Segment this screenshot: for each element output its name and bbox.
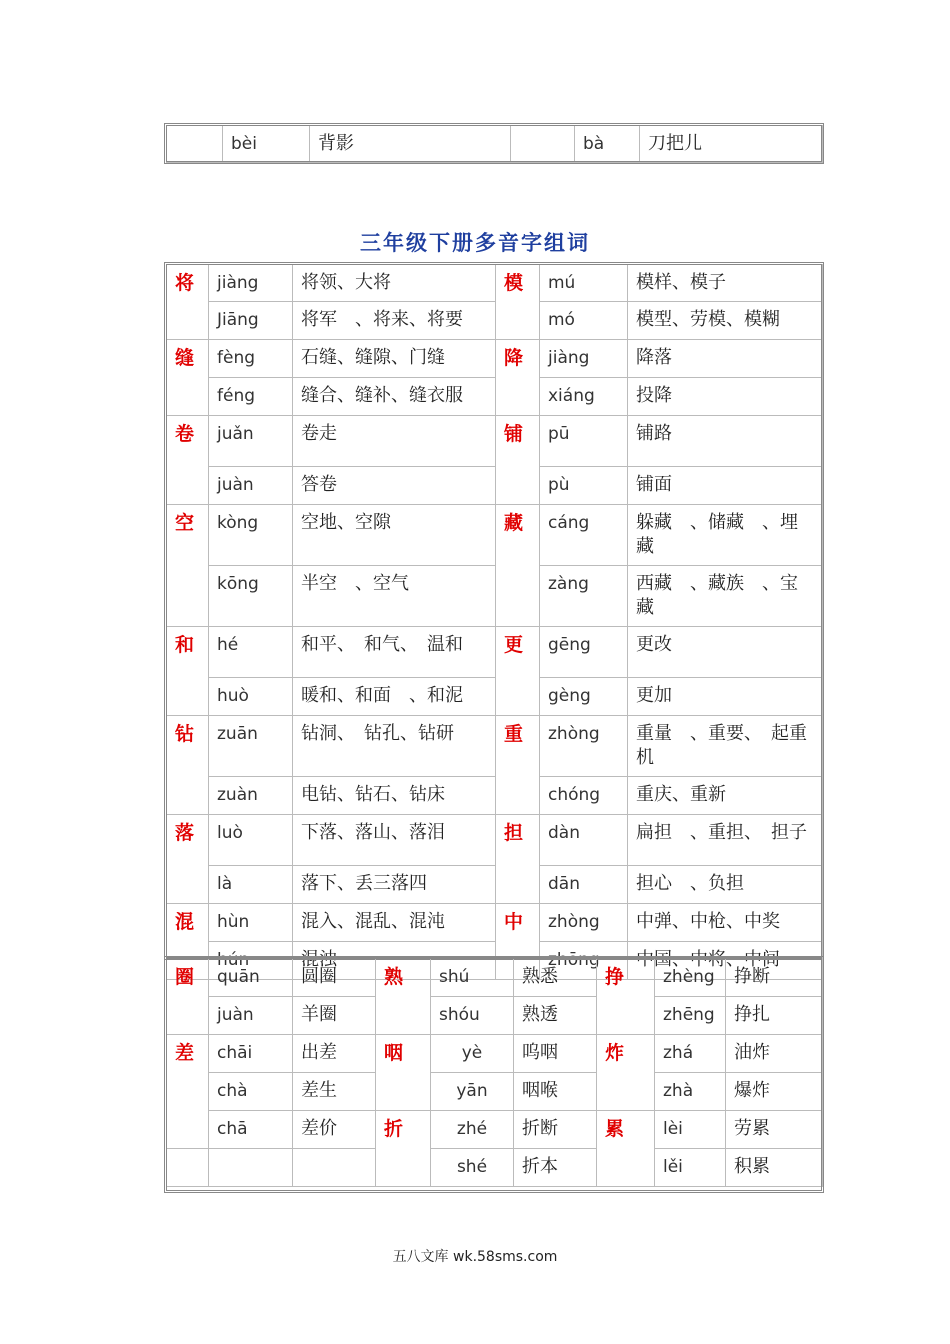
word-cell: 油炸 — [726, 1035, 823, 1073]
word-cell: 铺面 — [628, 467, 823, 505]
pinyin-cell: dàn — [540, 815, 628, 866]
pinyin-cell: shóu — [431, 997, 514, 1035]
word-cell: 更加 — [628, 678, 823, 716]
word-cell: 模型、劳模、模糊 — [628, 302, 823, 340]
polyphone-char: 藏 — [496, 505, 540, 627]
word-cell: 差价 — [293, 1111, 376, 1149]
polyphone-table-bottom — [166, 958, 823, 1187]
pinyin-cell: lěi — [655, 1149, 726, 1187]
pinyin-cell: hùn — [209, 904, 293, 942]
pinyin-cell: gèng — [540, 678, 628, 716]
word-cell: 答卷 — [293, 467, 496, 505]
pinyin-cell: zuān — [209, 716, 293, 777]
pinyin-cell: bèi — [223, 126, 310, 163]
pinyin-cell: juǎn — [209, 416, 293, 467]
word-cell: 熟透 — [514, 997, 597, 1035]
word-cell: 羊圈 — [293, 997, 376, 1035]
word-cell: 缝合、缝补、缝衣服 — [293, 378, 496, 416]
polyphone-char: 和 — [167, 627, 209, 716]
pinyin-cell: fèng — [209, 340, 293, 378]
word-cell: 刀把儿 — [640, 126, 823, 163]
word-cell: 下落、落山、落泪 — [293, 815, 496, 866]
word-cell: 将领、大将 — [293, 265, 496, 302]
polyphone-char: 炸 — [597, 1035, 655, 1111]
word-cell: 圆圈 — [293, 959, 376, 997]
word-cell: 呜咽 — [514, 1035, 597, 1073]
pinyin-cell: jiàng — [209, 265, 293, 302]
word-cell: 中国、中将、中间 — [628, 942, 823, 980]
polyphone-char: 咽 — [376, 1035, 431, 1111]
word-cell: 中弹、中枪、中奖 — [628, 904, 823, 942]
word-cell: 混入、混乱、混沌 — [293, 904, 496, 942]
word-cell: 出差 — [293, 1035, 376, 1073]
polyphone-char: 混 — [167, 904, 209, 980]
pinyin-cell: zàng — [540, 566, 628, 627]
pinyin-cell: mú — [540, 265, 628, 302]
pinyin-cell: là — [209, 866, 293, 904]
polyphone-char: 卷 — [167, 416, 209, 505]
pinyin-cell: chā — [209, 1111, 293, 1149]
word-cell: 铺路 — [628, 416, 823, 467]
word-cell: 挣扎 — [726, 997, 823, 1035]
pinyin-cell: mó — [540, 302, 628, 340]
pinyin-cell: Jiāng — [209, 302, 293, 340]
pinyin-cell: yān — [431, 1073, 514, 1111]
pinyin-cell: luò — [209, 815, 293, 866]
pinyin-cell: chóng — [540, 777, 628, 815]
polyphone-char: 空 — [167, 505, 209, 627]
polyphone-char: 降 — [496, 340, 540, 416]
word-cell: 积累 — [726, 1149, 823, 1187]
word-cell: 空地、空隙 — [293, 505, 496, 566]
pinyin-cell: jiàng — [540, 340, 628, 378]
polyphone-char: 缝 — [167, 340, 209, 416]
pinyin-cell: pù — [540, 467, 628, 505]
polyphone-char: 落 — [167, 815, 209, 904]
word-cell: 扁担 、重担、 担子 — [628, 815, 823, 866]
empty-cell — [209, 1149, 293, 1187]
pinyin-cell: zhèng — [655, 959, 726, 997]
word-cell: 投降 — [628, 378, 823, 416]
word-cell: 差生 — [293, 1073, 376, 1111]
polyphone-char: 模 — [496, 265, 540, 340]
word-cell: 熟悉 — [514, 959, 597, 997]
word-cell: 混浊 — [293, 942, 496, 980]
pinyin-cell: dān — [540, 866, 628, 904]
word-cell: 西藏 、藏族 、宝藏 — [628, 566, 823, 627]
word-cell: 担心 、负担 — [628, 866, 823, 904]
pinyin-cell: bà — [575, 126, 640, 163]
word-cell: 劳累 — [726, 1111, 823, 1149]
word-cell: 钻洞、 钻孔、钻研 — [293, 716, 496, 777]
pinyin-cell: juàn — [209, 997, 293, 1035]
pinyin-cell: gēng — [540, 627, 628, 678]
polyphone-char: 钻 — [167, 716, 209, 815]
word-cell: 模样、模子 — [628, 265, 823, 302]
pinyin-cell: hé — [209, 627, 293, 678]
top-fragment-table — [166, 125, 823, 163]
word-cell: 咽喉 — [514, 1073, 597, 1111]
word-cell: 和平、 和气、 温和 — [293, 627, 496, 678]
pinyin-cell: cáng — [540, 505, 628, 566]
polyphone-char: 更 — [496, 627, 540, 716]
word-cell: 折断 — [514, 1111, 597, 1149]
word-cell: 半空 、空气 — [293, 566, 496, 627]
pinyin-cell: shé — [431, 1149, 514, 1187]
pinyin-cell: quān — [209, 959, 293, 997]
pinyin-cell: zhōng — [540, 942, 628, 980]
pinyin-cell: zhòng — [540, 904, 628, 942]
word-cell: 卷走 — [293, 416, 496, 467]
pinyin-cell: xiáng — [540, 378, 628, 416]
page-title: 三年级下册多音字组词 — [360, 230, 590, 255]
pinyin-cell: lèi — [655, 1111, 726, 1149]
word-cell: 折本 — [514, 1149, 597, 1187]
word-cell: 重庆、重新 — [628, 777, 823, 815]
word-cell: 更改 — [628, 627, 823, 678]
polyphone-char: 差 — [167, 1035, 209, 1149]
word-cell: 背影 — [310, 126, 511, 163]
footer-watermark: 五八文库 wk.58sms.com — [392, 1249, 558, 1265]
polyphone-char: 累 — [597, 1111, 655, 1187]
pinyin-cell: hún — [209, 942, 293, 980]
word-cell: 躲藏 、储藏 、埋藏 — [628, 505, 823, 566]
empty-cell — [167, 1149, 209, 1187]
polyphone-char: 圈 — [167, 959, 209, 1035]
polyphone-char: 重 — [496, 716, 540, 815]
empty-cell — [293, 1149, 376, 1187]
word-cell: 将军 、将来、将要 — [293, 302, 496, 340]
word-cell: 降落 — [628, 340, 823, 378]
word-cell: 暖和、和面 、和泥 — [293, 678, 496, 716]
word-cell: 电钻、钻石、钻床 — [293, 777, 496, 815]
pinyin-cell: zhé — [431, 1111, 514, 1149]
word-cell: 落下、丢三落四 — [293, 866, 496, 904]
pinyin-cell: pū — [540, 416, 628, 467]
polyphone-table — [166, 264, 823, 980]
pinyin-cell: shú — [431, 959, 514, 997]
pinyin-cell: huò — [209, 678, 293, 716]
pinyin-cell: zhòng — [540, 716, 628, 777]
polyphone-char: 铺 — [496, 416, 540, 505]
word-cell: 石缝、缝隙、门缝 — [293, 340, 496, 378]
pinyin-cell: kōng — [209, 566, 293, 627]
pinyin-cell: chāi — [209, 1035, 293, 1073]
word-cell: 重量 、重要、 起重机 — [628, 716, 823, 777]
polyphone-char: 将 — [167, 265, 209, 340]
pinyin-cell: féng — [209, 378, 293, 416]
pinyin-cell: zhà — [655, 1073, 726, 1111]
pinyin-cell: chà — [209, 1073, 293, 1111]
polyphone-char: 挣 — [597, 959, 655, 1035]
polyphone-char: 折 — [376, 1111, 431, 1187]
pinyin-cell: kòng — [209, 505, 293, 566]
pinyin-cell: zhá — [655, 1035, 726, 1073]
word-cell: 爆炸 — [726, 1073, 823, 1111]
pinyin-cell: yè — [431, 1035, 514, 1073]
polyphone-char: 担 — [496, 815, 540, 904]
word-cell: 挣断 — [726, 959, 823, 997]
pinyin-cell: juàn — [209, 467, 293, 505]
polyphone-char: 熟 — [376, 959, 431, 1035]
empty-cell — [511, 126, 575, 163]
pinyin-cell: zhēng — [655, 997, 726, 1035]
pinyin-cell: zuàn — [209, 777, 293, 815]
empty-cell — [167, 126, 223, 163]
polyphone-char: 中 — [496, 904, 540, 980]
